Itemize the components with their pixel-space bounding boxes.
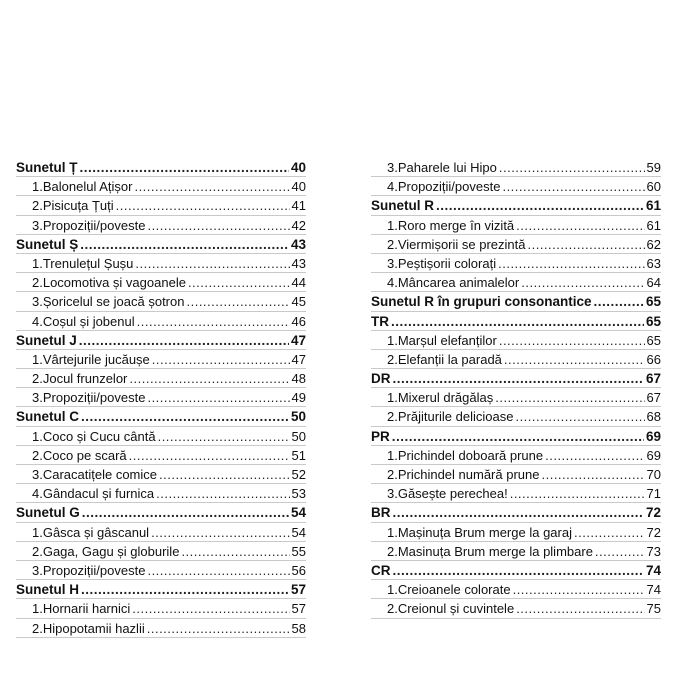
toc-entry-title: 2.Coco pe scară <box>32 447 127 463</box>
toc-entry-title: 2.Prăjiturile delicioase <box>387 409 514 425</box>
toc-entry-title: 1.Roro merge în vizită <box>387 217 515 233</box>
toc-entry-row <box>16 388 306 407</box>
toc-page-number: 42 <box>291 217 306 233</box>
toc-page-number: 47 <box>290 332 306 348</box>
toc-entry-title: 3.Propoziții/poveste <box>32 562 146 578</box>
toc-section-title: Sunetul R <box>371 198 434 214</box>
toc-dot-leader <box>147 388 289 407</box>
toc-dot-leader <box>82 503 289 522</box>
toc-entry-row <box>371 484 661 503</box>
toc-dot-leader <box>391 312 644 331</box>
toc-entry-row <box>16 465 306 484</box>
toc-entry-row <box>16 523 306 542</box>
toc-dot-leader <box>81 580 289 599</box>
toc-entry-title: 4.Gândacul și furnica <box>32 486 155 502</box>
toc-page-number: 44 <box>291 275 306 291</box>
toc-dot-leader <box>393 503 644 522</box>
toc-section-title: Sunetul Ț <box>16 160 78 175</box>
toc-page-number: 50 <box>291 428 306 444</box>
toc-entry-title: 1.Vârtejurile jucăușe <box>32 351 150 367</box>
toc-section-row <box>371 427 661 446</box>
toc-page-number: 43 <box>291 255 306 271</box>
toc-dot-leader <box>159 465 290 484</box>
toc-entry-row <box>16 561 306 580</box>
toc-page-number: 58 <box>291 620 306 636</box>
toc-page-number: 70 <box>646 467 661 482</box>
toc-page-number: 67 <box>646 390 661 406</box>
toc-page-number: 55 <box>291 543 306 559</box>
toc-section-title: Sunetul G <box>16 505 80 521</box>
toc-section-row <box>16 331 306 350</box>
toc-entry-row <box>371 350 661 369</box>
toc-entry-title: 3.Propoziții/poveste <box>32 217 146 233</box>
toc-entry-title: 1.Mașinuța Brum merge la garaj <box>387 524 572 540</box>
toc-page-number: 52 <box>291 467 306 482</box>
toc-page-number: 65 <box>645 294 661 310</box>
toc-dot-leader <box>499 331 645 350</box>
toc-page-number: 74 <box>645 562 661 578</box>
toc-dot-leader <box>504 350 645 369</box>
toc-entry-title: 4.Coșul și jobenul <box>32 313 135 329</box>
toc-entry-title: 2.Hipopotamii hazlii <box>32 620 145 636</box>
toc-entry-title: 2.Gaga, Gagu și globurile <box>32 543 180 559</box>
toc-dot-leader <box>521 273 644 292</box>
toc-page-number: 68 <box>646 409 661 425</box>
toc-page-number: 65 <box>646 332 661 348</box>
toc-page-number: 47 <box>291 351 306 367</box>
toc-dot-leader <box>516 216 644 235</box>
toc-dot-leader <box>151 523 289 542</box>
toc-entry-row <box>16 619 306 638</box>
toc-section-row <box>371 196 661 215</box>
toc-dot-leader <box>393 561 644 580</box>
toc-page-number: 57 <box>290 582 306 598</box>
toc-section-title: Sunetul Ș <box>16 236 79 252</box>
toc-dot-leader <box>116 196 290 215</box>
toc-page-number: 75 <box>646 601 661 617</box>
toc-section-title: Sunetul R în grupuri consonantice <box>371 294 592 310</box>
toc-page-number: 57 <box>291 601 306 617</box>
toc-page-number: 60 <box>646 179 661 195</box>
toc-dot-leader <box>129 446 290 465</box>
toc-dot-leader <box>79 331 289 350</box>
toc-entry-title: 1.Hornarii harnici <box>32 601 131 617</box>
toc-page-number: 59 <box>646 160 661 175</box>
toc-section-row <box>16 407 306 426</box>
toc-entry-row <box>371 446 661 465</box>
toc-entry-title: 2.Prichindel numără prune <box>387 467 540 482</box>
toc-page-number: 46 <box>291 313 306 329</box>
toc-entry-row <box>16 350 306 369</box>
toc-entry-title: 4.Mâncarea animalelor <box>387 275 520 291</box>
toc-entry-row <box>371 465 661 484</box>
toc-entry-row <box>371 331 661 350</box>
toc-dot-leader <box>134 177 289 196</box>
toc-section-row <box>16 158 306 177</box>
toc-entry-row <box>16 599 306 618</box>
toc-page-number: 64 <box>646 275 661 291</box>
toc-section-title: Sunetul H <box>16 582 79 598</box>
toc-dot-leader <box>392 427 644 446</box>
toc-dot-leader <box>156 484 289 503</box>
toc-dot-leader <box>495 388 644 407</box>
toc-dot-leader <box>147 561 289 580</box>
toc-entry-row <box>16 292 306 311</box>
toc-page-number: 72 <box>646 524 661 540</box>
toc-dot-leader <box>545 446 644 465</box>
toc-entry-title: 2.Elefanții la paradă <box>387 351 502 367</box>
toc-section-row <box>16 580 306 599</box>
toc-page-number: 54 <box>290 505 306 521</box>
toc-entry-row <box>16 273 306 292</box>
toc-entry-row <box>371 388 661 407</box>
toc-dot-leader <box>152 350 290 369</box>
toc-dot-leader <box>137 312 290 331</box>
toc-dot-leader <box>181 542 289 561</box>
toc-page-number: 67 <box>645 371 661 387</box>
toc-page-number: 49 <box>291 390 306 406</box>
toc-section-row <box>371 292 661 311</box>
toc-section-title: Sunetul J <box>16 332 77 348</box>
toc-entry-title: 3.Șoricelul se joacă șotron <box>32 294 185 310</box>
toc-entry-row <box>16 312 306 331</box>
toc-entry-row <box>371 254 661 273</box>
toc-entry-title: 1.Marșul elefanților <box>387 332 497 348</box>
toc-dot-leader <box>158 427 290 446</box>
toc-entry-row <box>16 196 306 215</box>
toc-page-number: 62 <box>646 236 661 252</box>
toc-entry-title: 2.Masinuța Brum merge la plimbare <box>387 543 593 559</box>
toc-dot-leader <box>595 542 645 561</box>
toc-dot-leader <box>527 235 644 254</box>
toc-dot-leader <box>80 158 289 177</box>
toc-page-number: 69 <box>646 447 661 463</box>
toc-dot-leader <box>147 619 290 638</box>
toc-entry-row <box>371 580 661 599</box>
toc-dot-leader <box>594 292 644 311</box>
toc-dot-leader <box>574 523 645 542</box>
toc-section-row <box>16 503 306 522</box>
toc-entry-row <box>371 273 661 292</box>
toc-dot-leader <box>510 484 645 503</box>
toc-dot-leader <box>135 254 289 273</box>
toc-entry-row <box>371 177 661 196</box>
toc-page-number: 40 <box>291 179 306 195</box>
toc-entry-title: 1.Creioanele colorate <box>387 582 511 598</box>
toc-section-row <box>371 369 661 388</box>
toc-entry-row <box>16 177 306 196</box>
toc-entry-title: 2.Pisicuța Țuți <box>32 198 114 214</box>
toc-dot-leader <box>186 292 289 311</box>
toc-page-number: 61 <box>645 198 661 214</box>
toc-page-number: 40 <box>290 160 306 175</box>
toc-page-number: 63 <box>646 255 661 271</box>
toc-entry-title: 1.Trenulețul Șușu <box>32 255 134 271</box>
toc-page-number: 45 <box>291 294 306 310</box>
toc-dot-leader <box>188 273 290 292</box>
toc-entry-row <box>16 254 306 273</box>
toc-entry-title: 1.Mixerul drăgălaș <box>387 390 494 406</box>
toc-entry-row <box>371 599 661 618</box>
toc-page-number: 73 <box>646 543 661 559</box>
toc-section-title: Sunetul C <box>16 409 79 425</box>
toc-dot-leader <box>80 235 289 254</box>
toc-dot-leader <box>132 599 289 618</box>
toc-entry-row <box>16 427 306 446</box>
toc-dot-leader <box>81 407 289 426</box>
toc-entry-title: 3.Găsește perechea! <box>387 486 508 502</box>
toc-entry-title: 3.Propoziții/poveste <box>32 390 146 406</box>
toc-section-row <box>371 312 661 331</box>
toc-entry-row <box>16 369 306 388</box>
toc-page-number: 69 <box>645 428 661 444</box>
toc-page-number: 61 <box>646 217 661 233</box>
toc-page-number: 74 <box>646 582 661 598</box>
toc-page-number: 43 <box>290 236 306 252</box>
toc-entry-row <box>371 216 661 235</box>
toc-entry-row <box>371 235 661 254</box>
toc-entry-title: 3.Paharele lui Hipo <box>387 160 497 175</box>
toc-entry-title: 2.Creionul și cuvintele <box>387 601 515 617</box>
toc-entry-title: 3.Peștișorii colorați <box>387 255 497 271</box>
toc-page-number: 53 <box>291 486 306 502</box>
toc-entry-title: 2.Viermișorii se prezintă <box>387 236 526 252</box>
toc-entry-row <box>16 446 306 465</box>
toc-entry-title: 4.Propoziții/poveste <box>387 179 501 195</box>
toc-page-number: 41 <box>291 198 306 214</box>
toc-dot-leader <box>147 216 289 235</box>
toc-entry-title: 3.Caracatițele comice <box>32 467 157 482</box>
toc-dot-leader <box>513 580 645 599</box>
toc-entry-row <box>371 407 661 426</box>
toc-section-title: TR <box>371 313 389 329</box>
toc-entry-title: 1.Coco și Cucu cântă <box>32 428 156 444</box>
toc-entry-row <box>16 484 306 503</box>
toc-page-number: 71 <box>646 486 661 502</box>
toc-section-title: CR <box>371 562 391 578</box>
toc-entry-row <box>371 158 661 177</box>
toc-dot-leader <box>541 465 644 484</box>
toc-page-number: 54 <box>291 524 306 540</box>
toc-page-number: 50 <box>290 409 306 425</box>
toc-dot-leader <box>498 254 644 273</box>
toc-dot-leader <box>436 196 644 215</box>
toc-section-title: BR <box>371 505 391 521</box>
toc-entry-row <box>16 542 306 561</box>
toc-entry-row <box>16 216 306 235</box>
toc-entry-title: 2.Jocul frunzelor <box>32 371 128 387</box>
toc-page-number: 51 <box>291 447 306 463</box>
toc-dot-leader <box>515 407 644 426</box>
toc-entry-title: 2.Locomotiva și vagoanele <box>32 275 186 291</box>
toc-column-right <box>371 158 661 619</box>
toc-section-row <box>371 561 661 580</box>
toc-dot-leader <box>516 599 644 618</box>
toc-page-number: 65 <box>645 313 661 329</box>
toc-page-number: 66 <box>646 351 661 367</box>
toc-entry-title: 1.Gâsca și gâscanul <box>32 524 150 540</box>
toc-dot-leader <box>502 177 644 196</box>
toc-entry-row <box>371 523 661 542</box>
toc-column-left <box>16 158 306 638</box>
toc-page-number: 48 <box>291 371 306 387</box>
toc-section-row <box>16 235 306 254</box>
toc-entry-title: 1.Prichindel doboară prune <box>387 447 544 463</box>
toc-dot-leader <box>129 369 289 388</box>
toc-page-number: 56 <box>291 562 306 578</box>
toc-section-row <box>371 503 661 522</box>
toc-dot-leader <box>499 158 645 177</box>
toc-entry-title: 1.Balonelul Ațișor <box>32 179 133 195</box>
toc-section-title: PR <box>371 428 390 444</box>
toc-section-title: DR <box>371 371 391 387</box>
toc-entry-row <box>371 542 661 561</box>
toc-dot-leader <box>393 369 644 388</box>
toc-page-number: 72 <box>645 505 661 521</box>
